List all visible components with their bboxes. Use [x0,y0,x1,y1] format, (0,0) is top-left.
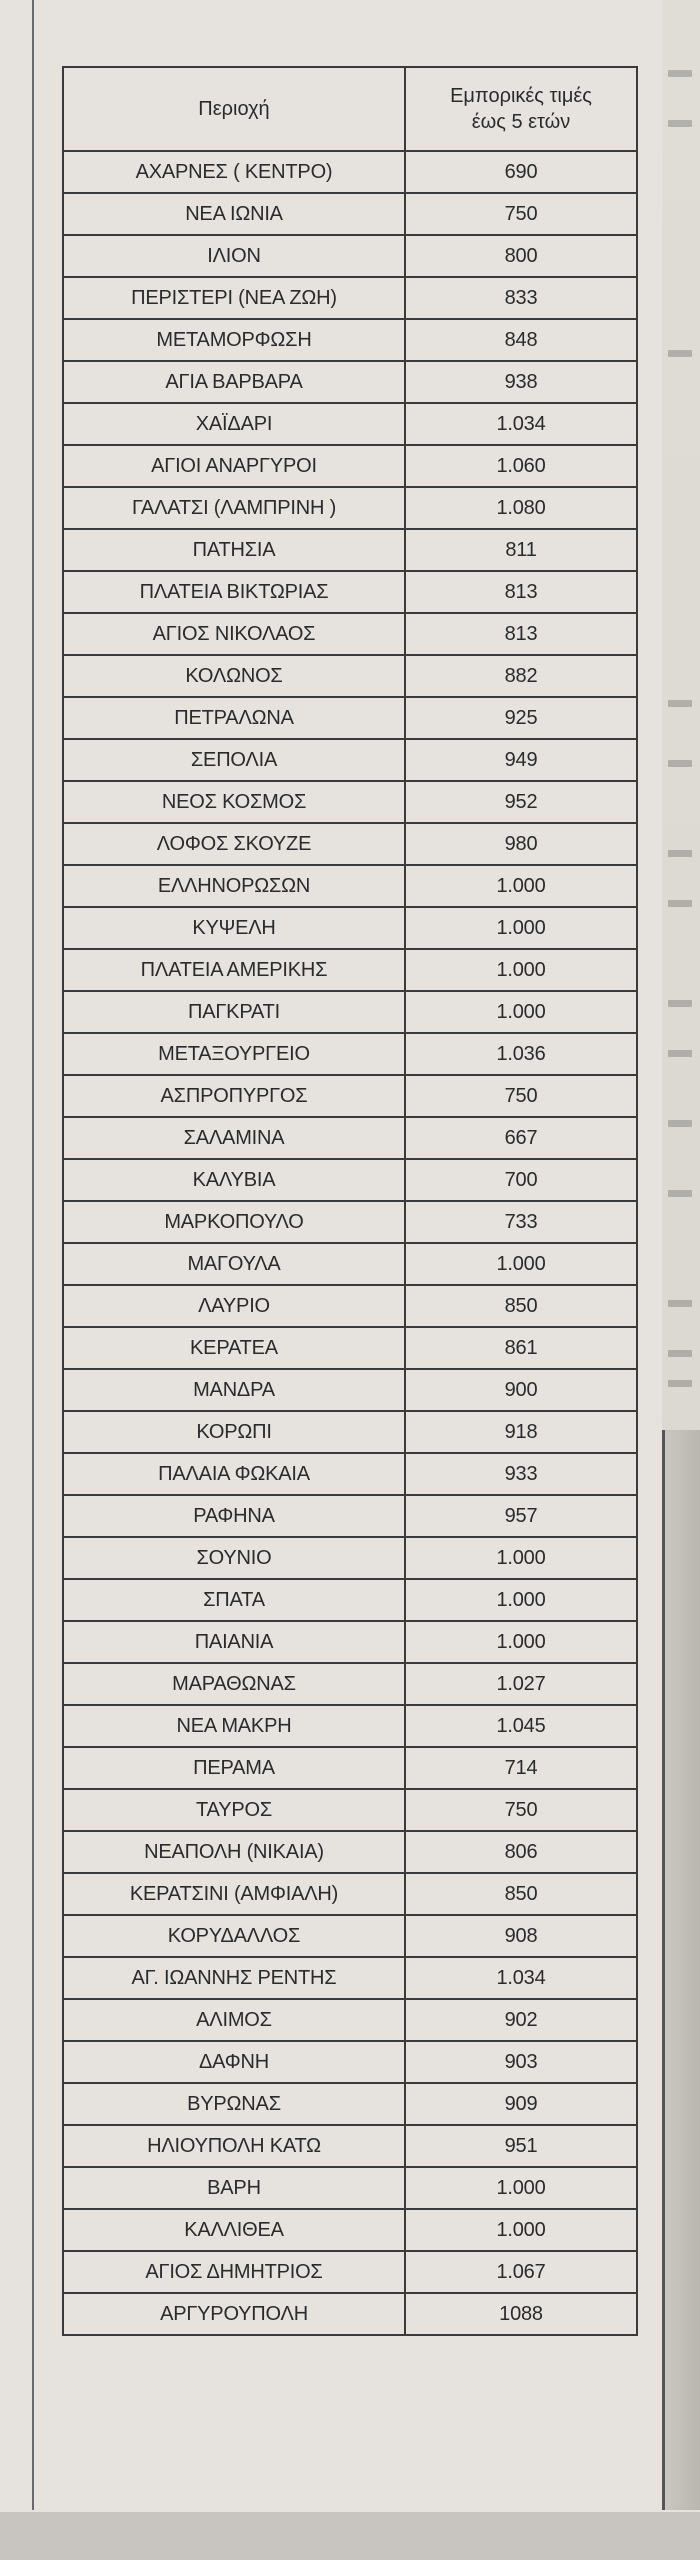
area-cell: ΒΑΡΗ [63,2167,405,2209]
area-cell: ΚΥΨΕΛΗ [63,907,405,949]
table-row [63,613,637,655]
price-cell: 1.000 [405,907,637,949]
table-row [63,571,637,613]
price-cell: 949 [405,739,637,781]
adjacent-column-bleed [662,0,700,2510]
price-cell: 938 [405,361,637,403]
area-cell: ΧΑΪΔΑΡΙ [63,403,405,445]
area-cell: ΗΛΙΟΥΠΟΛΗ ΚΑΤΩ [63,2125,405,2167]
price-cell: 800 [405,235,637,277]
area-cell: ΠΕΡΑΜΑ [63,1747,405,1789]
bleed-text-fragment [668,700,692,707]
area-cell: ΑΧΑΡΝΕΣ ( ΚΕΝΤΡΟ) [63,151,405,193]
price-cell: 902 [405,1999,637,2041]
table-row [63,739,637,781]
table-row [63,907,637,949]
bottom-strip [0,2512,700,2560]
bleed-text-fragment [668,70,692,77]
area-cell: ΣΕΠΟΛΙΑ [63,739,405,781]
table-row [63,1999,637,2041]
area-cell: ΜΑΡΚΟΠΟΥΛΟ [63,1201,405,1243]
table-row [63,487,637,529]
bleed-text-fragment [668,1050,692,1057]
area-cell: ΝΕΑ ΜΑΚΡΗ [63,1705,405,1747]
table-row [63,319,637,361]
area-cell: ΑΛΙΜΟΣ [63,1999,405,2041]
price-cell: 806 [405,1831,637,1873]
table-row [63,445,637,487]
bleed-text-fragment [668,1190,692,1197]
price-cell: 1088 [405,2293,637,2335]
price-cell: 1.000 [405,865,637,907]
area-cell: ΕΛΛΗΝΟΡΩΣΩΝ [63,865,405,907]
price-cell: 951 [405,2125,637,2167]
table-row [63,781,637,823]
price-cell: 908 [405,1915,637,1957]
bleed-text-fragment [668,760,692,767]
area-cell: ΠΛΑΤΕΙΑ ΒΙΚΤΩΡΙΑΣ [63,571,405,613]
table-row [63,1117,637,1159]
table-row [63,1453,637,1495]
price-cell: 900 [405,1369,637,1411]
column-divider-rule [32,0,34,2510]
header-area: Περιοχή [63,67,405,151]
area-cell: ΙΛΙΟΝ [63,235,405,277]
table-row [63,2041,637,2083]
area-cell: ΑΣΠΡΟΠΥΡΓΟΣ [63,1075,405,1117]
table-header-row [63,67,637,151]
price-cell: 690 [405,151,637,193]
area-cell: ΠΑΛΑΙΑ ΦΩΚΑΙΑ [63,1453,405,1495]
price-cell: 1.000 [405,991,637,1033]
area-cell: ΠΕΤΡΑΛΩΝΑ [63,697,405,739]
price-cell: 1.060 [405,445,637,487]
table-row [63,1327,637,1369]
price-cell: 1.034 [405,1957,637,1999]
area-cell: ΠΛΑΤΕΙΑ ΑΜΕΡΙΚΗΣ [63,949,405,991]
price-cell: 952 [405,781,637,823]
area-cell: ΚΟΛΩΝΟΣ [63,655,405,697]
table-row [63,823,637,865]
price-cell: 750 [405,1075,637,1117]
price-cell: 714 [405,1747,637,1789]
table-row [63,2083,637,2125]
table-row [63,1831,637,1873]
area-cell: ΝΕΟΣ ΚΟΣΜΟΣ [63,781,405,823]
price-cell: 700 [405,1159,637,1201]
price-table [62,66,638,2336]
price-cell: 1.000 [405,1243,637,1285]
price-cell: 1.067 [405,2251,637,2293]
bleed-text-fragment [668,1120,692,1127]
price-cell: 882 [405,655,637,697]
area-cell: ΓΑΛΑΤΣΙ (ΛΑΜΠΡΙΝΗ ) [63,487,405,529]
price-cell: 850 [405,1873,637,1915]
table-row [63,361,637,403]
price-cell: 1.027 [405,1663,637,1705]
area-cell: ΛΑΥΡΙΟ [63,1285,405,1327]
area-cell: ΝΕΑ ΙΩΝΙΑ [63,193,405,235]
table-row [63,277,637,319]
table-row [63,949,637,991]
price-cell: 909 [405,2083,637,2125]
area-cell: ΑΓΙΟΙ ΑΝΑΡΓΥΡΟΙ [63,445,405,487]
area-cell: ΜΕΤΑΜΟΡΦΩΣΗ [63,319,405,361]
price-cell: 1.000 [405,949,637,991]
area-cell: ΑΓΙΟΣ ΔΗΜΗΤΡΙΟΣ [63,2251,405,2293]
bleed-text-fragment [668,120,692,127]
table-row [63,865,637,907]
area-cell: ΒΥΡΩΝΑΣ [63,2083,405,2125]
price-cell: 1.000 [405,2209,637,2251]
table-row [63,1411,637,1453]
table-row [63,1033,637,1075]
table-row [63,1243,637,1285]
area-cell: ΑΡΓΥΡΟΥΠΟΛΗ [63,2293,405,2335]
price-cell: 733 [405,1201,637,1243]
table-row [63,1159,637,1201]
table-row [63,655,637,697]
table-row [63,1537,637,1579]
table-row [63,991,637,1033]
bleed-text-fragment [668,900,692,907]
table-row [63,1873,637,1915]
price-cell: 750 [405,193,637,235]
area-cell: ΠΑΙΑΝΙΑ [63,1621,405,1663]
price-cell: 957 [405,1495,637,1537]
area-cell: ΤΑΥΡΟΣ [63,1789,405,1831]
area-cell: ΑΓ. ΙΩΑΝΝΗΣ ΡΕΝΤΗΣ [63,1957,405,1999]
price-cell: 1.000 [405,1579,637,1621]
area-cell: ΚΟΡΥΔΑΛΛΟΣ [63,1915,405,1957]
table-row [63,2251,637,2293]
price-cell: 813 [405,571,637,613]
bleed-text-fragment [668,850,692,857]
area-cell: ΠΑΤΗΣΙΑ [63,529,405,571]
price-cell: 811 [405,529,637,571]
price-cell: 861 [405,1327,637,1369]
table-row [63,1705,637,1747]
table-row [63,1747,637,1789]
table-row [63,1285,637,1327]
bleed-text-fragment [668,1350,692,1357]
area-cell: ΡΑΦΗΝΑ [63,1495,405,1537]
price-cell: 1.045 [405,1705,637,1747]
area-cell: ΛΟΦΟΣ ΣΚΟΥΖΕ [63,823,405,865]
table-row [63,1495,637,1537]
table-row [63,1369,637,1411]
price-cell: 1.000 [405,1537,637,1579]
table-row [63,1579,637,1621]
price-cell: 918 [405,1411,637,1453]
price-cell: 980 [405,823,637,865]
table-row [63,151,637,193]
price-cell: 750 [405,1789,637,1831]
area-cell: ΚΟΡΩΠΙ [63,1411,405,1453]
bleed-text-fragment [668,1000,692,1007]
area-cell: ΣΑΛΑΜΙΝΑ [63,1117,405,1159]
area-cell: ΚΕΡΑΤΣΙΝΙ (ΑΜΦΙΑΛΗ) [63,1873,405,1915]
price-cell: 667 [405,1117,637,1159]
bleed-text-fragment [668,350,692,357]
area-cell: ΜΑΡΑΘΩΝΑΣ [63,1663,405,1705]
table-row [63,1621,637,1663]
table-row [63,2167,637,2209]
area-cell: ΚΕΡΑΤΕΑ [63,1327,405,1369]
table-row [63,193,637,235]
price-cell: 848 [405,319,637,361]
area-cell: ΜΑΓΟΥΛΑ [63,1243,405,1285]
price-cell: 850 [405,1285,637,1327]
price-cell: 1.034 [405,403,637,445]
area-cell: ΣΠΑΤΑ [63,1579,405,1621]
area-cell: ΑΓΙΑ ΒΑΡΒΑΡΑ [63,361,405,403]
area-cell: ΜΕΤΑΞΟΥΡΓΕΙΟ [63,1033,405,1075]
table-row [63,2293,637,2335]
area-cell: ΚΑΛΛΙΘΕΑ [63,2209,405,2251]
area-cell: ΔΑΦΝΗ [63,2041,405,2083]
table-row [63,697,637,739]
area-cell: ΑΓΙΟΣ ΝΙΚΟΛΑΟΣ [63,613,405,655]
table-row [63,1915,637,1957]
area-cell: ΣΟΥΝΙΟ [63,1537,405,1579]
price-cell: 833 [405,277,637,319]
price-cell: 1.036 [405,1033,637,1075]
table-row [63,403,637,445]
price-cell: 1.000 [405,1621,637,1663]
table-row [63,1957,637,1999]
area-cell: ΝΕΑΠΟΛΗ (ΝΙΚΑΙΑ) [63,1831,405,1873]
area-cell: ΠΑΓΚΡΑΤΙ [63,991,405,1033]
table-row [63,1075,637,1117]
table-row [63,529,637,571]
price-cell: 813 [405,613,637,655]
price-cell: 925 [405,697,637,739]
area-cell: ΚΑΛΥΒΙΑ [63,1159,405,1201]
bleed-text-fragment [668,1380,692,1387]
area-cell: ΠΕΡΙΣΤΕΡΙ (ΝΕΑ ΖΩΗ) [63,277,405,319]
price-cell: 1.000 [405,2167,637,2209]
table-row [63,2125,637,2167]
table-row [63,1663,637,1705]
price-cell: 933 [405,1453,637,1495]
price-cell: 1.080 [405,487,637,529]
table-row [63,1201,637,1243]
table-row [63,2209,637,2251]
adjacent-photo [662,1430,700,2510]
bleed-text-fragment [668,1300,692,1307]
table-row [63,235,637,277]
price-cell: 903 [405,2041,637,2083]
area-cell: ΜΑΝΔΡΑ [63,1369,405,1411]
table-row [63,1789,637,1831]
header-price: Εμπορικές τιμές έως 5 ετών [405,67,637,151]
